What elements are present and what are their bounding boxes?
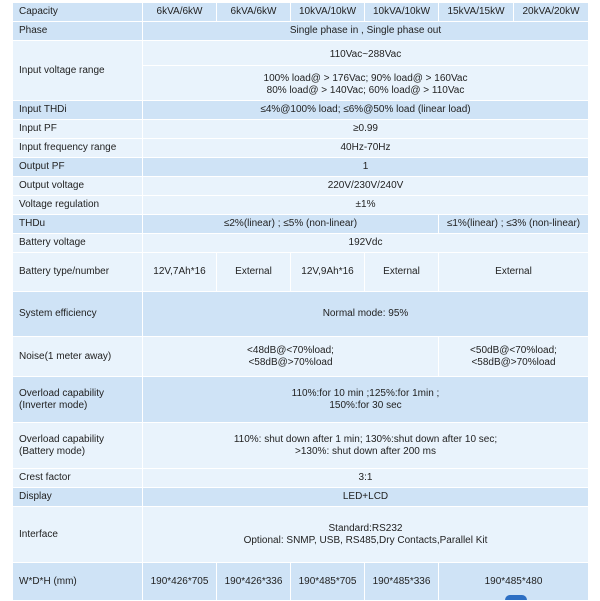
input-voltage-range-line-3: 80% load@ > 140Vac; 60% load@ > 110Vac xyxy=(266,84,465,96)
noise-standard-line-2: <58dB@>70%load xyxy=(248,356,333,368)
thdu-value-standard: ≤2%(linear) ; ≤5% (non-linear) xyxy=(143,215,439,234)
row-crest-factor xyxy=(13,469,589,488)
input-pf-value: ≥0.99 xyxy=(143,120,589,139)
overload-inverter-label-line-2: (Inverter mode) xyxy=(19,399,88,411)
overload-battery-value-line-2: >130%: shut down after 200 ms xyxy=(295,445,436,457)
model-header: 20kVA/20kW xyxy=(514,3,589,22)
output-voltage-label: Output voltage xyxy=(13,177,143,196)
input-voltage-range-line-1: 110Vac~288Vac xyxy=(143,45,588,66)
dimensions-cell: 190*485*336 xyxy=(365,563,439,601)
noise-value-standard xyxy=(143,337,439,377)
overload-battery-value xyxy=(143,423,589,469)
thdu-label: THDu xyxy=(13,215,143,234)
input-voltage-range-value xyxy=(143,41,589,101)
dimensions-cell: 190*426*705 xyxy=(143,563,217,601)
noise-high-capacity-line-1: <50dB@<70%load; xyxy=(470,344,557,356)
input-thdi-value: ≤4%@100% load; ≤6%@50% load (linear load) xyxy=(143,101,589,120)
interface-label: Interface xyxy=(13,507,143,563)
row-dimensions xyxy=(13,563,589,601)
dimensions-label: W*D*H (mm) xyxy=(13,563,143,601)
interface-value-line-1: Standard:RS232 xyxy=(328,522,403,534)
battery-voltage-label: Battery voltage xyxy=(13,234,143,253)
overload-battery-label xyxy=(13,423,143,469)
corner-decoration xyxy=(505,595,527,600)
noise-standard-line-1: <48dB@<70%load; xyxy=(247,344,334,356)
model-header: 10kVA/10kW xyxy=(291,3,365,22)
output-pf-value: 1 xyxy=(143,158,589,177)
row-noise xyxy=(13,337,589,377)
crest-factor-label: Crest factor xyxy=(13,469,143,488)
output-pf-label: Output PF xyxy=(13,158,143,177)
battery-voltage-value: 192Vdc xyxy=(143,234,589,253)
row-input-voltage-range xyxy=(13,41,589,101)
row-input-pf xyxy=(13,120,589,139)
system-efficiency-value: Normal mode: 95% xyxy=(143,292,589,337)
input-pf-label: Input PF xyxy=(13,120,143,139)
row-thdu xyxy=(13,215,589,234)
interface-value xyxy=(143,507,589,563)
voltage-regulation-label: Voltage regulation xyxy=(13,196,143,215)
dimensions-cell: 190*485*705 xyxy=(291,563,365,601)
row-capacity xyxy=(13,3,589,22)
row-input-frequency-range xyxy=(13,139,589,158)
row-battery-type xyxy=(13,253,589,292)
overload-inverter-value-line-1: 110%:for 10 min ;125%:for 1min ; xyxy=(291,387,440,399)
row-overload-inverter xyxy=(13,377,589,423)
spec-table xyxy=(12,2,589,601)
battery-type-cell: External xyxy=(365,253,439,292)
voltage-regulation-value: ±1% xyxy=(143,196,589,215)
phase-value: Single phase in , Single phase out xyxy=(143,22,589,41)
noise-value-high-capacity xyxy=(439,337,589,377)
row-input-thdi xyxy=(13,101,589,120)
input-thdi-label: Input THDi xyxy=(13,101,143,120)
row-system-efficiency xyxy=(13,292,589,337)
overload-battery-label-line-1: Overload capability xyxy=(19,433,105,445)
interface-value-line-2: Optional: SNMP, USB, RS485,Dry Contacts,Parallel Kit xyxy=(243,534,488,546)
thdu-value-high-capacity: ≤1%(linear) ; ≤3% (non-linear) xyxy=(439,215,589,234)
overload-inverter-label-line-1: Overload capability xyxy=(19,387,105,399)
battery-type-cell: External xyxy=(439,253,589,292)
input-frequency-range-label: Input frequency range xyxy=(13,139,143,158)
row-phase xyxy=(13,22,589,41)
display-label: Display xyxy=(13,488,143,507)
display-value: LED+LCD xyxy=(143,488,589,507)
input-frequency-range-value: 40Hz-70Hz xyxy=(143,139,589,158)
battery-type-cell: External xyxy=(217,253,291,292)
dimensions-cell: 190*426*336 xyxy=(217,563,291,601)
system-efficiency-label: System efficiency xyxy=(13,292,143,337)
overload-inverter-value xyxy=(143,377,589,423)
noise-label: Noise(1 meter away) xyxy=(13,337,143,377)
input-voltage-range-label: Input voltage range xyxy=(13,41,143,101)
phase-label: Phase xyxy=(13,22,143,41)
crest-factor-value: 3:1 xyxy=(143,469,589,488)
overload-inverter-value-line-2: 150%:for 30 sec xyxy=(329,399,402,411)
row-voltage-regulation xyxy=(13,196,589,215)
dimensions-cell: 190*485*480 xyxy=(439,563,589,601)
row-battery-voltage xyxy=(13,234,589,253)
overload-inverter-label xyxy=(13,377,143,423)
model-header: 6kVA/6kW xyxy=(143,3,217,22)
overload-battery-value-line-1: 110%: shut down after 1 min; 130%:shut down after 10 sec; xyxy=(233,433,498,445)
model-header: 6kVA/6kW xyxy=(217,3,291,22)
battery-type-label: Battery type/number xyxy=(13,253,143,292)
row-output-voltage xyxy=(13,177,589,196)
row-interface xyxy=(13,507,589,563)
row-overload-battery xyxy=(13,423,589,469)
output-voltage-value: 220V/230V/240V xyxy=(143,177,589,196)
model-header: 10kVA/10kW xyxy=(365,3,439,22)
capacity-label: Capacity xyxy=(13,3,143,22)
battery-type-cell: 12V,9Ah*16 xyxy=(291,253,365,292)
model-header: 15kVA/15kW xyxy=(439,3,514,22)
input-voltage-range-line-2: 100% load@ > 176Vac; 90% load@ > 160Vac xyxy=(263,72,468,84)
battery-type-cell: 12V,7Ah*16 xyxy=(143,253,217,292)
row-display xyxy=(13,488,589,507)
noise-high-capacity-line-2: <58dB@>70%load xyxy=(471,356,556,368)
row-output-pf xyxy=(13,158,589,177)
overload-battery-label-line-2: (Battery mode) xyxy=(19,445,86,457)
